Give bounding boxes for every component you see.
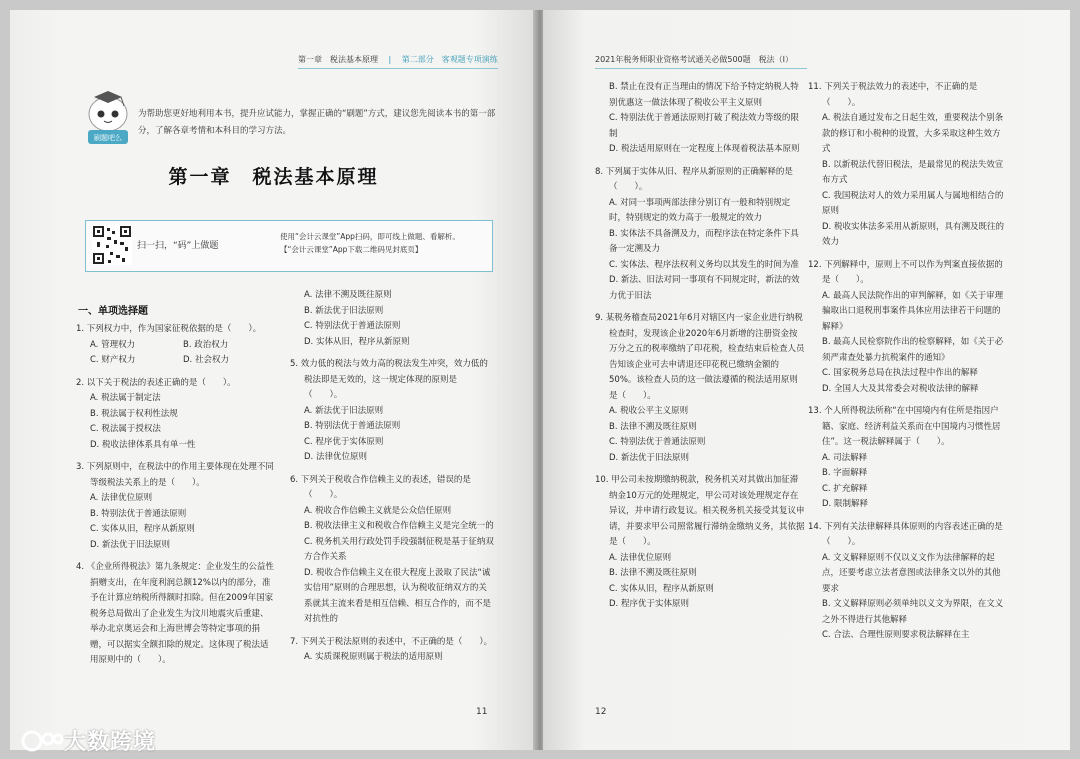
option-item: C. 特别法优于普通法原则打破了税法效力等级的限制 <box>609 113 799 139</box>
option-item: D. 实体从旧，程序从新原则 <box>304 336 410 347</box>
question-item <box>808 80 1008 251</box>
question-item <box>808 520 1008 644</box>
question-item <box>76 376 276 454</box>
option-item: B. 特别法优于普通法原则 <box>304 421 401 431</box>
left-column-1 <box>76 322 276 676</box>
option-item: A. 税法属于制定法 <box>90 393 161 403</box>
question-item <box>595 311 805 466</box>
option-item: D. 税法适用原则在一定程度上体现着税法基本原则 <box>609 144 800 154</box>
question-item <box>595 80 805 158</box>
question-item <box>290 357 495 466</box>
right-column-1 <box>595 80 805 620</box>
option-item: D. 税收合作信赖主义在很大程度上汲取了民法“诚实信用”原则的合理思想，认为税收征纳双方的关系就其主流来看是相互信赖、相互合作的，而不是对抗性的 <box>304 567 492 624</box>
question-item <box>595 165 805 305</box>
app-note-line1: 使用“会计云课堂”App扫码，即可线上做题、看解析。 <box>280 232 460 241</box>
option-item: C. 特别法优于普通法原则 <box>304 321 401 331</box>
question-stem: 11. 下列关于税法效力的表述中，不正确的是（ ）。 <box>808 82 978 108</box>
question-stem: 9. 某税务稽查局2021年6月对辖区内一家企业进行纳税检查时，发现该企业2020年6月新增的注册资金按万分之五的税率缴纳了印花税，检查结束后检查人员告知该企业可去申请退还印花税已缴纳金额的50%。该检查人员的这一做法遵循的税法适用原则是（ ）。 <box>595 313 805 401</box>
header-chapter: 第一章 税法基本原理 <box>298 55 378 64</box>
option-item: D. 社会权力 <box>183 355 229 365</box>
left-column-2 <box>290 288 495 673</box>
option-item: D. 税收法律体系具有单一性 <box>90 439 196 450</box>
question-item <box>290 473 495 628</box>
option-item: D. 法律优位原则 <box>304 452 367 462</box>
option-item: A. 法律优位原则 <box>90 493 153 503</box>
option-item: C. 扩充解释 <box>822 483 868 494</box>
header-rule-right <box>595 68 807 69</box>
option-item: C. 实体从旧，程序从新原则 <box>90 524 195 534</box>
question-item <box>76 460 276 553</box>
option-item: C. 合法、合理性原则要求税法解释在主 <box>822 630 970 640</box>
question-item <box>76 560 276 669</box>
option-item: D. 程序优于实体原则 <box>609 599 689 609</box>
option-row <box>76 353 276 369</box>
option-item: C. 财产权力 <box>90 355 136 365</box>
question-stem: 5. 效力低的税法与效力高的税法发生冲突，效力低的税法即是无效的，这一规定体现的原则是（ ）。 <box>290 359 488 400</box>
right-column-2 <box>808 80 1008 651</box>
option-item: B. 最高人民检察院作出的检察解释，如《关于必须严肃查处暴力抗税案件的通知》 <box>822 337 1004 363</box>
option-item: A. 司法解释 <box>822 452 868 463</box>
option-item: A. 新法优于旧法原则 <box>304 405 384 416</box>
option-item: A. 最高人民法院作出的审判解释，如《关于审理骗取出口退税刑事案件具体应用法律若干问题的解释》 <box>822 290 1004 332</box>
header-rule <box>298 68 498 69</box>
option-item: B. 政治权力 <box>183 339 229 350</box>
question-stem: 7. 下列关于税法原则的表述中，不正确的是（ ）。 <box>290 636 493 647</box>
right-running-header: 2021年税务师职业资格考试通关必做500题 税法（Ⅰ） <box>595 55 793 64</box>
option-item: B. 字面解释 <box>822 468 868 478</box>
option-item: B. 禁止在没有正当理由的情况下给予特定纳税人特别优惠这一做法体现了税收公平主义原则 <box>609 82 799 108</box>
option-item: B. 法律不溯及既往原则 <box>609 568 697 578</box>
right-page <box>543 10 1070 750</box>
option-item: A. 对同一事项两部法律分别订有一般和特别规定时，特别规定的效力高于一般规定的效力 <box>609 197 791 223</box>
mascot-icon <box>80 88 136 150</box>
option-item: C. 程序优于实体原则 <box>304 436 384 447</box>
watermark-logo-icon <box>20 728 64 754</box>
option-item: B. 新法优于旧法原则 <box>304 305 384 316</box>
app-note <box>280 230 460 256</box>
app-note-line2: 【“会计云课堂”App下载二维码见封底页】 <box>280 245 423 254</box>
option-item: A. 税法自通过发布之日起生效，重要税法个别条款的修订和小税种的设置，大多采取这种生效方式 <box>822 113 1004 154</box>
question-item <box>290 635 495 666</box>
question-item <box>76 322 276 369</box>
option-item: D. 税收实体法多采用从新原则，具有溯及既往的效力 <box>822 221 1004 247</box>
question-item <box>595 473 805 613</box>
header-part: 第二部分 客观题专项演练 <box>401 55 498 64</box>
option-item: D. 限制解释 <box>822 499 868 509</box>
question-stem: 4. 《企业所得税法》第九条规定：企业发生的公益性捐赠支出，在年度利润总额12%以内的部分，准予在计算应纳税所得额时扣除。但在2009年国家税务总局做出了企业发生为汶川地震灾后重建、举办北京奥运会和上海世博会等特定事项的捐赠，可以据实全额扣除的规定。这体现了税法适用原则中的（ ）。 <box>76 562 274 665</box>
option-item: C. 我国税法对人的效力采用属人与属地相结合的原则 <box>822 190 1004 216</box>
option-item: A. 文义解释原则不仅以义文作为法律解释的起点，还要考虑立法者意图或法律条文以外的其他要求 <box>822 552 1001 594</box>
section-title: 一、单项选择题 <box>78 306 148 317</box>
question-item <box>808 258 1008 398</box>
option-item: B. 税法属于权利性法规 <box>90 408 178 419</box>
question-stem: 10. 甲公司未按期缴纳税款，税务机关对其做出加征滞纳金10万元的处理规定，甲公司对该处理规定存在异议，并申请行政复议。相关税务机关接受其复议申请，并要求甲公司照常履行滞纳金缴纳义务，其依据是（ ）。 <box>595 475 805 547</box>
question-stem: 12. 下列解释中，原则上不可以作为判案直接依据的是（ ）。 <box>808 259 1003 285</box>
option-item: D. 新法优于旧法原则 <box>609 452 689 463</box>
question-item <box>290 288 495 350</box>
option-item: C. 实体从旧，程序从新原则 <box>609 583 714 594</box>
page-number-right: 12 <box>595 707 607 717</box>
option-item: A. 税收公平主义原则 <box>609 406 689 416</box>
question-stem: 6. 下列关于税收合作信赖主义的表述，错误的是（ ）。 <box>290 474 471 500</box>
scan-text: 扫一扫，“码”上做题 <box>137 241 219 251</box>
left-running-header: 第一章 税法基本原理 | 第二部分 客观题专项演练 <box>298 55 498 64</box>
mascot-label: 刷题吧么 <box>94 134 122 142</box>
question-item <box>808 404 1008 513</box>
option-item: B. 以新税法代替旧税法，是最常见的税法失效宣布方式 <box>822 159 1004 185</box>
chapter-title: 第一章 税法基本原理 <box>168 166 379 188</box>
question-stem: 3. 下列原则中，在税法中的作用主要体现在处理不同等级税法关系上的是（ ）。 <box>76 462 274 488</box>
option-item: B. 实体法不具备溯及力，而程序法在特定条件下具备一定溯及力 <box>609 228 799 254</box>
option-item: B. 文义解释原则必须单纯以义文为界限，在文义之外不得进行其他解释 <box>822 599 1004 625</box>
option-item: D. 全国人大及其常委会对税收法律的解释 <box>822 383 979 394</box>
qr-code-icon <box>92 225 132 265</box>
option-item: C. 特别法优于普通法原则 <box>609 437 706 447</box>
option-item: C. 税务机关用行政处罚手段强制征税是基于征纳双方合作关系 <box>304 536 494 562</box>
question-stem: 14. 下列有关法律解释具体原则的内容表述正确的是（ ）。 <box>808 521 1003 547</box>
option-item: A. 法律优位原则 <box>609 552 672 563</box>
left-page <box>10 10 537 750</box>
question-stem: 1. 下列权力中，作为国家征税依据的是（ ）。 <box>76 324 262 334</box>
option-item: A. 税收合作信赖主义就是公众信任原则 <box>304 505 452 516</box>
question-stem: 2. 以下关于税法的表述正确的是（ ）。 <box>76 377 236 388</box>
option-item: A. 管理权力 <box>90 339 136 350</box>
option-item: B. 税收法律主义和税收合作信赖主义是完全统一的 <box>304 521 494 531</box>
option-item: B. 特别法优于普通法原则 <box>90 508 187 519</box>
option-row <box>76 338 276 354</box>
option-item: C. 税法属于授权法 <box>90 424 161 434</box>
question-stem: 13. 个人所得税法所称“在中国境内有住所是指因户籍、家庭、经济利益关系而在中国境内习惯性居住”。这一税法解释属于（ ）。 <box>808 406 1001 447</box>
watermark <box>20 725 156 756</box>
option-item: D. 新法、旧法对同一事项有不同规定时，新法的效力优于旧法 <box>609 275 800 301</box>
option-item: A. 法律不溯及既往原则 <box>304 290 392 300</box>
page-number-left: 11 <box>476 707 488 717</box>
watermark-text: 大数跨境 <box>64 730 157 755</box>
intro-text: 为帮助您更好地利用本书，提升应试能力，掌握正确的“刷题”方式，建议您先阅读本书的第一部分，了解各章考情和本科目的学习方法。 <box>138 109 496 136</box>
option-item: C. 国家税务总局在执法过程中作出的解释 <box>822 368 978 378</box>
question-stem: 8. 下列属于实体从旧、程序从新原则的正确解释的是（ ）。 <box>595 166 793 192</box>
option-item: A. 实质课税原则属于税法的适用原则 <box>304 652 443 662</box>
option-item: B. 法律不溯及既往原则 <box>609 421 697 432</box>
option-item: D. 新法优于旧法原则 <box>90 539 170 550</box>
option-item: C. 实体法、程序法权利义务均以其发生的时间为准 <box>609 259 799 270</box>
